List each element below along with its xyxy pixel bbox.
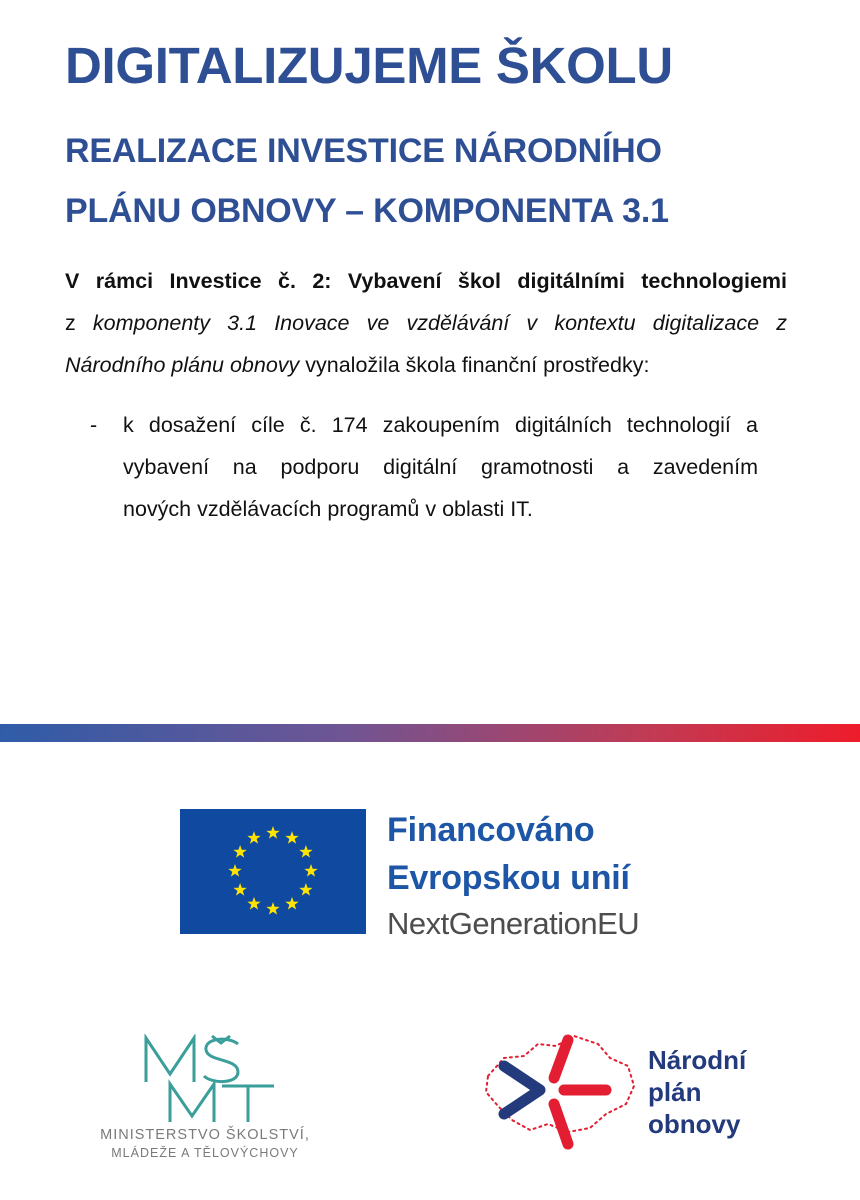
intro-line-2-plain: z	[65, 311, 93, 335]
intro-paragraph	[65, 260, 787, 386]
page-title: DIGITALIZUJEME ŠKOLU	[65, 37, 673, 94]
intro-line-3-plain: vynaložila škola finanční prostředky:	[299, 353, 650, 377]
narodni-plan-obnovy-logo-icon	[478, 1028, 638, 1158]
msmt-line-1: MINISTERSTVO ŠKOLSTVÍ,	[100, 1127, 310, 1143]
eu-line-2: Evropskou unií	[387, 859, 630, 897]
bullet-line-1: k dosažení cíle č. 174 zakoupením digitálních technologií a	[123, 413, 758, 437]
msmt-line-2: MLÁDEŽE A TĚLOVÝCHOVY	[111, 1146, 299, 1160]
bullet-list	[90, 404, 758, 530]
msmt-label	[70, 1126, 340, 1162]
bullet-line-2: vybavení na podporu digitální gramotnosti a zavedením	[123, 455, 758, 479]
bullet-dash: -	[90, 413, 98, 437]
subtitle-line-1: REALIZACE INVESTICE NÁRODNÍHO	[65, 132, 662, 170]
npo-line-3: obnovy	[648, 1109, 741, 1139]
eu-line-1: Financováno	[387, 811, 595, 849]
intro-line-2	[65, 302, 787, 344]
npo-line-2: plán	[648, 1077, 702, 1107]
bullet-text	[123, 404, 758, 530]
list-item	[90, 404, 758, 530]
npo-line-1: Národní	[648, 1045, 747, 1075]
eu-funding-label	[387, 806, 639, 944]
intro-line-2-italic: komponenty 3.1 Inovace ve vzdělávání v kontextu digitalizace z	[92, 311, 787, 335]
intro-line-3	[65, 344, 787, 386]
intro-bold-text: V rámci Investice č. 2: Vybavení škol digitálními technologiemi	[65, 269, 787, 293]
gradient-divider	[0, 724, 860, 742]
intro-line-1	[65, 260, 787, 302]
eu-line-3: NextGenerationEU	[387, 906, 640, 941]
bullet-line-3: nových vzdělávacích programů v oblasti IT.	[123, 497, 533, 521]
npo-label	[648, 1044, 746, 1140]
eu-flag-icon	[180, 809, 366, 934]
page-subtitle	[65, 121, 669, 241]
msmt-logo-icon	[140, 1034, 280, 1126]
intro-line-3-italic: Národního plánu obnovy	[65, 353, 300, 377]
subtitle-line-2: PLÁNU OBNOVY – KOMPONENTA 3.1	[65, 192, 669, 230]
